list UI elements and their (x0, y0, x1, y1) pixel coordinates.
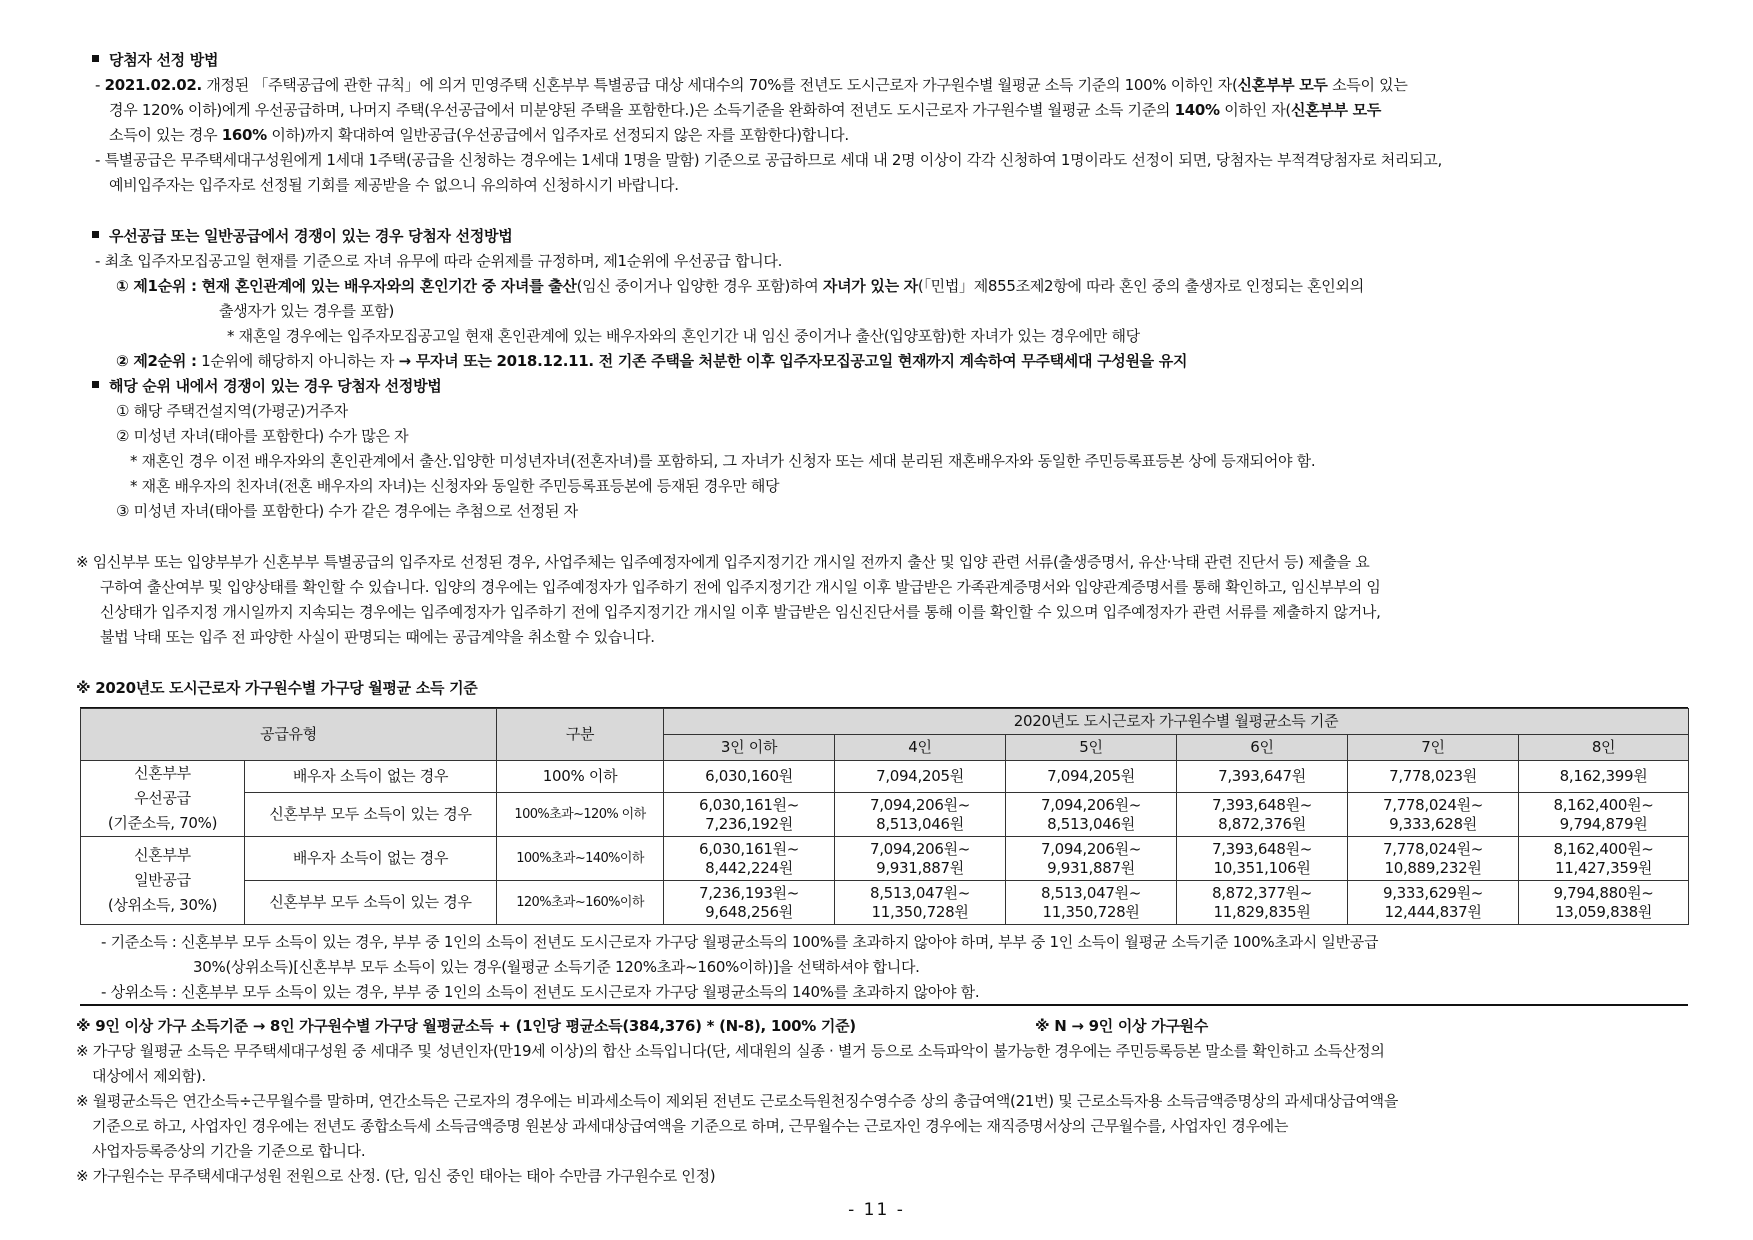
table-cell: 8,513,047원~ 11,350,728원 (1006, 881, 1177, 925)
rank-1-line: ① 제1순위 : 현재 혼인관계에 있는 배우자와의 혼인기간 중 자녀를 출산(임신 중이거나 입양한 경우 포함)하여 자녀가 있는 자(「민법」제855조제2항에 따라 혼인 중의 출생자로 인정되는 혼인외의 (116, 277, 1364, 295)
table-cell: 7,094,205원 (835, 761, 1006, 793)
row-subtype: 배우자 소득이 없는 경우 (245, 837, 497, 881)
column-header: 6인 (1177, 735, 1348, 761)
row-subtype: 신혼부부 모두 소득이 있는 경우 (245, 793, 497, 837)
table-note: 30%(상위소득)[신혼부부 모두 소득이 있는 경우(월평균 소득기준 120%초과~160%이하)]을 선택하셔야 합니다. (193, 958, 920, 976)
table-cell: 8,162,400원~ 9,794,879원 (1519, 793, 1689, 837)
rank-2-line: ② 제2순위 : 1순위에 해당하지 아니하는 자 → 무자녀 또는 2018.12.11. 전 기존 주택을 처분한 이후 입주자모집공고일 현재까지 계속하여 무주택세대 구성원을 유지 (116, 352, 1188, 370)
note-line: ※ 가구원수는 무주택세대구성원 전원으로 산정. (단, 임신 중인 태아는 태아 수만큼 가구원수로 인정) (76, 1167, 716, 1185)
table-cell: 8,162,400원~ 11,427,359원 (1519, 837, 1689, 881)
list-item: ② 미성년 자녀(태아를 포함한다) 수가 많은 자 (116, 427, 409, 445)
list-note: * 재혼 배우자의 친자녀(전혼 배우자의 자녀)는 신청자와 동일한 주민등록표등본에 등재된 경우만 해당 (130, 477, 780, 495)
header-income-group: 2020년도 도시근로자 가구원수별 월평균소득 기준 (664, 709, 1689, 735)
group-label-priority: 신혼부부 우선공급 (기준소득, 70%) (81, 761, 245, 837)
table-cell: 7,778,024원~ 9,333,628원 (1348, 793, 1519, 837)
table-cell: 7,393,648원~ 10,351,106원 (1177, 837, 1348, 881)
table-cell: 7,393,648원~ 8,872,376원 (1177, 793, 1348, 837)
table-title: ※ 2020년도 도시근로자 가구원수별 가구당 월평균 소득 기준 (76, 679, 478, 697)
rank-1-note: * 재혼일 경우에는 입주자모집공고일 현재 혼인관계에 있는 배우자와의 혼인기간 내 임신 중이거나 출산(입양포함)한 자녀가 있는 경우에만 해당 (227, 327, 1140, 345)
table-row (81, 837, 1689, 881)
note-line: 구하여 출산여부 및 입양상태를 확인할 수 있습니다. 입양의 경우에는 입주예정자가 입주하기 전에 입주지정기간 개시일 이후 발급받은 가족관계증명서와 입양관계증명서를 통해 확인하고, 임신부부의 임 (100, 578, 1381, 596)
bullet-square-icon (92, 55, 99, 62)
note-line: ※ 월평균소득은 연간소득÷근무월수를 말하며, 연간소득은 근로자의 경우에는 비과세소득이 제외된 전년도 근로소득원천징수영수증 상의 총급여액(21번) 및 근로소득자용 소득금액증명상의 과세대상급여액을 (76, 1092, 1399, 1110)
row-subtype: 신혼부부 모두 소득이 있는 경우 (245, 881, 497, 925)
note-line: ※ 가구당 월평균 소득은 무주택세대구성원 중 세대주 및 성년인자(만19세 이상)의 합산 소득입니다(단, 세대원의 실종 · 별거 등으로 소득파악이 불가능한 경우에는 주민등록등본 말소를 확인하고 소득산정의 (76, 1042, 1385, 1060)
row-division: 120%초과~160%이하 (497, 881, 664, 925)
column-header: 3인 이하 (664, 735, 835, 761)
table-bottom-rule (80, 1004, 1688, 1006)
paragraph-line: 경우 120% 이하)에게 우선공급하며, 나머지 주택(우선공급에서 미분양된 주택을 포함한다.)은 소득기준을 완화하여 전년도 도시근로자 가구원수별 월평균 소득 기준의 140% 이하인 자(신혼부부 모두 (109, 101, 1382, 119)
formula-line: ※ 9인 이상 가구 소득기준 → 8인 가구원수별 가구당 월평균소득 + (1인당 평균소득(384,376) * (N-8), 100% 기준) (76, 1017, 856, 1035)
note-line: 신상태가 입주지정 개시일까지 지속되는 경우에는 입주예정자가 입주하기 전에 입주지정기간 개시일 이후 발급받은 임신진단서를 통해 이를 확인할 수 있으며 입주예정자가 관련 서류를 제출하지 않거나, (100, 603, 1381, 621)
table-cell: 9,794,880원~ 13,059,838원 (1519, 881, 1689, 925)
list-item: ① 해당 주택건설지역(가평군)거주자 (116, 402, 348, 420)
row-division: 100% 이하 (497, 761, 664, 793)
row-division: 100%초과~120% 이하 (497, 793, 664, 837)
table-cell: 8,162,399원 (1519, 761, 1689, 793)
table-cell: 7,393,647원 (1177, 761, 1348, 793)
table-cell: 6,030,160원 (664, 761, 835, 793)
section-title-selection-method: 당첨자 선정 방법 (92, 49, 218, 71)
note-line: ※ 임신부부 또는 입양부부가 신혼부부 특별공급의 입주자로 선정된 경우, 사업주체는 입주예정자에게 입주지정기간 개시일 전까지 출산 및 입양 관련 서류(출생증명서, 유산·낙태 관련 진단서 등) 제출을 요 (76, 553, 1370, 571)
table-note: - 상위소득 : 신혼부부 모두 소득이 있는 경우, 부부 중 1인의 소득이 전년도 도시근로자 가구당 월평균소득의 140%를 초과하지 않아야 함. (101, 983, 980, 1001)
table-cell: 7,778,023원 (1348, 761, 1519, 793)
table-row (81, 761, 1689, 793)
note-line: 사업자등록증상의 기간을 기준으로 합니다. (92, 1142, 366, 1160)
group-label-general: 신혼부부 일반공급 (상위소득, 30%) (81, 837, 245, 925)
list-item: ③ 미성년 자녀(태아를 포함한다) 수가 같은 경우에는 추첨으로 선정된 자 (116, 502, 578, 520)
list-note: * 재혼인 경우 이전 배우자와의 혼인관계에서 출산.입양한 미성년자녀(전혼자녀)를 포함하되, 그 자녀가 신청자 또는 세대 분리된 재혼배우자와 동일한 주민등록표등본 상에 등재되어야 함. (130, 452, 1316, 470)
column-header: 5인 (1006, 735, 1177, 761)
paragraph-line: - 최초 입주자모집공고일 현재를 기준으로 자녀 유무에 따라 순위제를 규정하며, 제1순위에 우선공급 합니다. (95, 252, 783, 270)
note-line: 불법 낙태 또는 입주 전 파양한 사실이 판명되는 때에는 공급계약을 취소할 수 있습니다. (100, 628, 655, 646)
paragraph-line: 예비입주자는 입주자로 선정될 기회를 제공받을 수 없으니 유의하여 신청하시기 바랍니다. (109, 176, 679, 194)
paragraph-line: 소득이 있는 경우 160% 이하)까지 확대하여 일반공급(우선공급에서 입주자로 선정되지 않은 자를 포함한다)합니다. (109, 126, 849, 144)
column-header: 8인 (1519, 735, 1689, 761)
bullet-square-icon (92, 381, 99, 388)
note-line: 대상에서 제외함). (92, 1067, 206, 1085)
note-line: 기준으로 하고, 사업자인 경우에는 전년도 종합소득세 소득금액증명 원본상 과세대상급여액을 기준으로 하며, 근무월수는 근로자인 경우에는 재직증명서상의 근무월수를, 사업자인 경우에는 (92, 1117, 1289, 1135)
income-table (80, 708, 1689, 925)
rank-1-line: 출생자가 있는 경우를 포함) (219, 302, 395, 320)
table-cell: 7,094,205원 (1006, 761, 1177, 793)
page-number: - 11 - (848, 1200, 905, 1220)
row-subtype: 배우자 소득이 없는 경우 (245, 761, 497, 793)
table-cell: 7,236,193원~ 9,648,256원 (664, 881, 835, 925)
table-cell: 7,094,206원~ 9,931,887원 (1006, 837, 1177, 881)
bullet-square-icon (92, 231, 99, 238)
table-cell: 7,094,206원~ 9,931,887원 (835, 837, 1006, 881)
paragraph-line: - 2021.02.02. 개정된 「주택공급에 관한 규칙」에 의거 민영주택 신혼부부 특별공급 대상 세대수의 70%를 전년도 도시근로자 가구원수별 월평균 소득 기준의 100% 이하인 자(신혼부부 모두 소득이 있는 (95, 76, 1408, 94)
column-header: 7인 (1348, 735, 1519, 761)
header-division: 구분 (497, 709, 664, 761)
column-header: 4인 (835, 735, 1006, 761)
table-cell: 8,513,047원~ 11,350,728원 (835, 881, 1006, 925)
table-cell: 8,872,377원~ 11,829,835원 (1177, 881, 1348, 925)
table-cell: 7,094,206원~ 8,513,046원 (835, 793, 1006, 837)
table-cell: 7,094,206원~ 8,513,046원 (1006, 793, 1177, 837)
section-title-competition: 우선공급 또는 일반공급에서 경쟁이 있는 경우 당첨자 선정방법 (92, 225, 512, 247)
table-cell: 6,030,161원~ 8,442,224원 (664, 837, 835, 881)
table-row (81, 881, 1689, 925)
section-title-within-rank: 해당 순위 내에서 경쟁이 있는 경우 당첨자 선정방법 (92, 375, 441, 397)
header-supply-type: 공급유형 (81, 709, 497, 761)
table-row (81, 793, 1689, 837)
table-note: - 기준소득 : 신혼부부 모두 소득이 있는 경우, 부부 중 1인의 소득이 전년도 도시근로자 가구당 월평균소득의 100%를 초과하지 않아야 하며, 부부 중 1인 소득이 월평균 소득기준 100%초과시 일반공급 (101, 933, 1379, 951)
paragraph-line: - 특별공급은 무주택세대구성원에게 1세대 1주택(공급을 신청하는 경우에는 1세대 1명을 말함) 기준으로 공급하므로 세대 내 2명 이상이 각각 신청하여 1명이라도 선정이 되면, 당첨자는 부적격당첨자로 처리되고, (95, 151, 1442, 169)
table-cell: 7,778,024원~ 10,889,232원 (1348, 837, 1519, 881)
formula-note: ※ N → 9인 이상 가구원수 (1035, 1017, 1208, 1035)
table-cell: 6,030,161원~ 7,236,192원 (664, 793, 835, 837)
table-cell: 9,333,629원~ 12,444,837원 (1348, 881, 1519, 925)
row-division: 100%초과~140%이하 (497, 837, 664, 881)
